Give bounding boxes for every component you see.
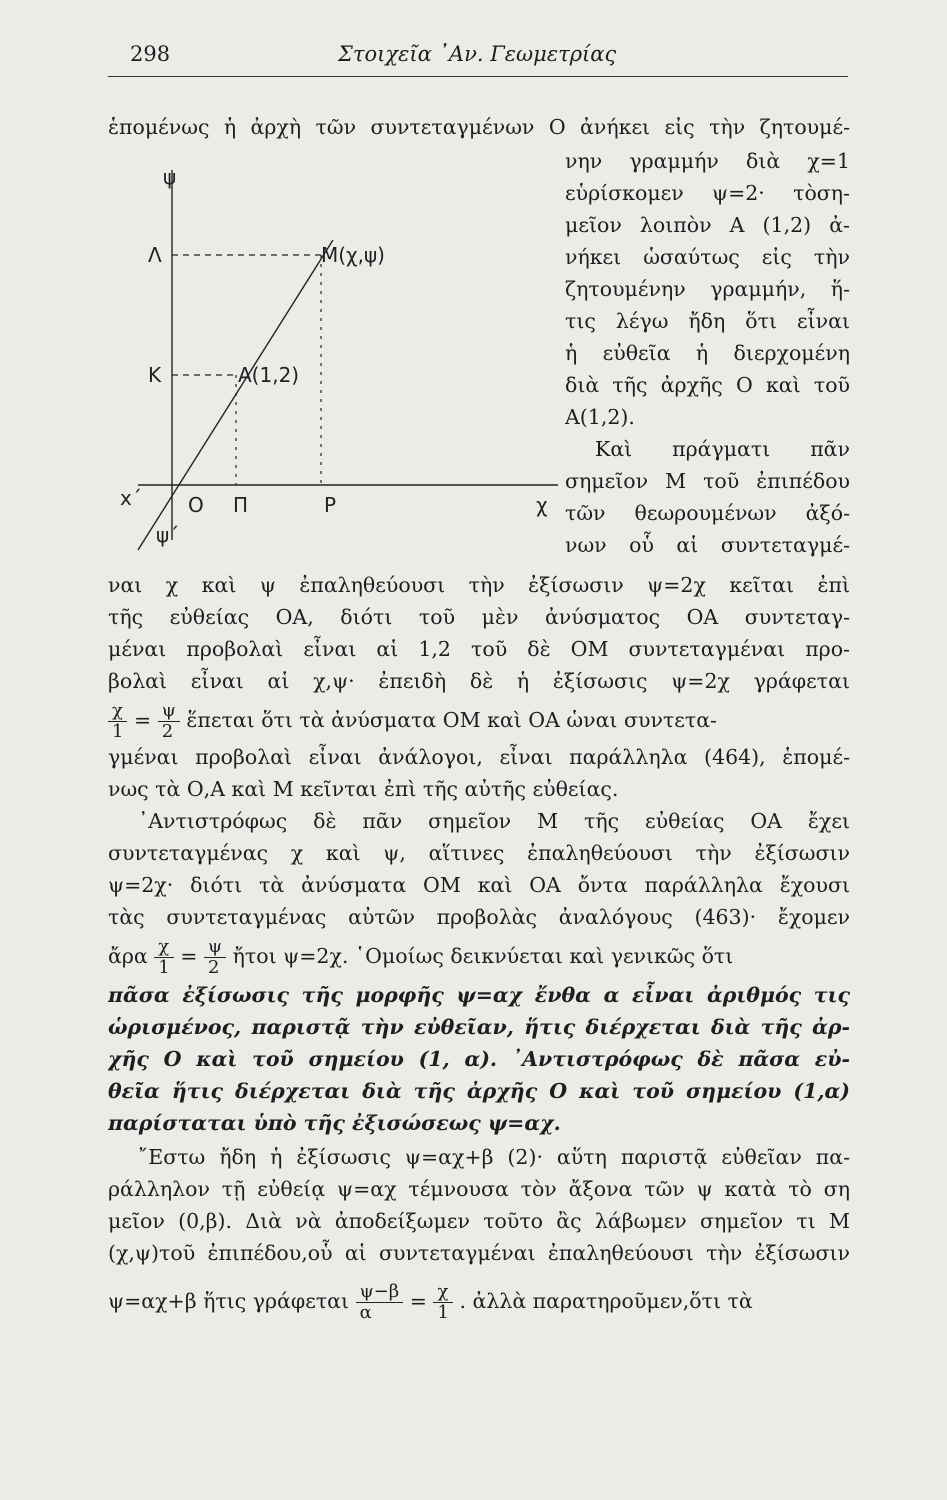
right-line: τῶν θεωρουμένων ἀξό- xyxy=(565,501,850,525)
right-line: ἡ εὐθεῖα ἡ διερχομένη xyxy=(565,341,850,365)
text-line: μεῖον (0,β). Διὰ νὰ ἀποδείξωμεν τοῦτο ἂς λάβωμεν σημεῖον τι Μ xyxy=(108,1209,850,1233)
text-line: γμέναι προβολαὶ εἶναι ἀνάλογοι, εἶναι παράλληλα (464), ἑπομέ- xyxy=(108,745,850,769)
theorem-line: χῆς Ο καὶ τοῦ σημείου (1, α). ᾿Αντιστρόφως δὲ πᾶσα εὐ- xyxy=(108,1047,850,1071)
right-line: σημεῖον Μ τοῦ ἐπιπέδου xyxy=(565,469,850,493)
text-line-1: ἑπομένως ἡ ἀρχὴ τῶν συντεταγμένων Ο ἀνήκει εἰς τὴν ζητουμέ- xyxy=(108,115,850,139)
right-line: ζητουμένην γραμμήν, ἥ- xyxy=(565,277,850,301)
text-line: νως τὰ Ο,Α καὶ Μ κεῖνται ἐπὶ τῆς αὐτῆς εὐθείας. xyxy=(108,777,619,801)
label-o: O xyxy=(188,493,204,517)
fraction-line-2-tail: ἤτοι ψ=2χ. ῾Ομοίως δεικνύεται καὶ γενικῶς ὅτι xyxy=(232,944,734,968)
right-line: Καὶ πράγματι πᾶν xyxy=(595,437,850,461)
text-line: τῆς εὐθείας ΟΑ, διότι τοῦ μὲν ἀνύσματος ΟΑ συντεταγ- xyxy=(108,605,850,629)
page-header xyxy=(108,36,848,77)
fraction-line-3-tail: . ἀλλὰ παρατηροῦμεν,ὅτι τὰ xyxy=(459,1289,753,1313)
right-line: νην γραμμήν διὰ χ=1 xyxy=(565,149,850,173)
text-line: ναι χ καὶ ψ ἐπαληθεύουσι τὴν ἐξίσωσιν ψ=2χ κεῖται ἐπὶ xyxy=(108,573,850,597)
text-line: (χ,ψ)τοῦ ἐπιπέδου,οὗ αἱ συντεταγμέναι ἐπαληθεύουσι τὴν ἐξίσωσιν xyxy=(108,1241,850,1265)
right-line: μεῖον λοιπὸν Α (1,2) ἀ- xyxy=(565,213,850,237)
text-line: ᾿Αντιστρόφως δὲ πᾶν σημεῖον Μ τῆς εὐθείας ΟΑ ἔχει xyxy=(138,809,850,833)
text-line: μέναι προβολαὶ εἶναι αἱ 1,2 τοῦ δὲ ΟΜ συντεταγμέναι προ- xyxy=(108,637,850,661)
text-line: ψ=2χ· διότι τὰ ἀνύσματα ΟΜ καὶ ΟΑ ὄντα παράλληλα ἔχουσι xyxy=(108,873,850,897)
label-a: A(1,2) xyxy=(238,363,300,387)
running-title: Στοιχεῖα ᾿Αν. Γεωμετρίας xyxy=(338,42,617,66)
label-x-right: χ xyxy=(536,493,548,517)
fraction-chi-over-1: $\frac{\chi}{1}$ xyxy=(433,1282,452,1323)
right-line: εὑρίσκομεν ψ=2· τὸση- xyxy=(565,181,850,205)
fraction-psi-minus-beta-over-alpha: $\frac{\psi-\beta}{\alpha}$ xyxy=(356,1282,404,1323)
theorem-line: παρίσταται ὑπὸ τῆς ἐξισώσεως ψ=αχ. xyxy=(108,1111,561,1135)
label-k: K xyxy=(148,363,162,387)
text-line: βολαὶ εἶναι αἱ χ,ψ· ἐπειδὴ δὲ ἡ ἐξίσωσις ψ=2χ γράφεται xyxy=(108,669,850,693)
fraction-chi-over-1: $\frac{\chi}{1}$ xyxy=(108,701,127,742)
text-line: ῎Εστω ἤδη ἡ ἐξίσωσις ψ=αχ+β (2)· αὕτη παριστᾷ εὐθεῖαν πα- xyxy=(138,1145,850,1169)
right-line: νων οὗ αἱ συντεταγμέ- xyxy=(565,533,850,557)
fraction-chi-over-1: $\frac{\chi}{1}$ xyxy=(154,937,173,978)
label-psi-bottom: ψ΄ xyxy=(156,523,180,547)
theorem-line: ὡρισμένος, παριστᾷ τὴν εὐθεῖαν, ἥτις διέρχεται διὰ τῆς ἀρ- xyxy=(108,1015,850,1039)
right-line: νήκει ὡσαύτως εἰς τὴν xyxy=(565,245,850,269)
fraction-line-3: ψ=αχ+β ἥτις γράφεται $\frac{\psi-\beta}{\alpha}$ = $\frac{\chi}{1}$ . ἀλλὰ παρατηροῦμεν,ὅτι τὰ xyxy=(108,1281,753,1323)
text-line: τὰς συντεταγμένας αὐτῶν προβολὰς ἀναλόγους (463)· ἔχομεν xyxy=(108,905,850,929)
fraction-line-2: ἄρα $\frac{\chi}{1}$ = $\frac{\psi}{2}$ ἤτοι ψ=2χ. ῾Ομοίως δεικνύεται καὶ γενικῶς ὅτι xyxy=(108,936,734,978)
theorem-line: πᾶσα ἐξίσωσις τῆς μορφῆς ψ=αχ ἔνθα α εἶναι ἀριθμός τις xyxy=(108,983,850,1007)
theorem-line: θεῖα ἥτις διέρχεται διὰ τῆς ἀρχῆς Ο καὶ τοῦ σημείου (1,α) xyxy=(108,1079,850,1103)
coordinate-figure xyxy=(108,160,563,580)
text-line: ράλληλον τῇ εὐθείᾳ ψ=αχ τέμνουσα τὸν ἄξονα τῶν ψ κατὰ τὸ ση xyxy=(108,1177,850,1201)
fraction-line-1: $\frac{\chi}{1}$ = $\frac{\psi}{2}$ ἕπεται ὅτι τὰ ἀνύσματα ΟΜ καὶ ΟΑ ὡναι συντετα- xyxy=(108,698,850,742)
right-line: Α(1,2). xyxy=(565,405,635,429)
label-psi-top: ψ xyxy=(163,165,177,189)
label-lambda: Λ xyxy=(148,243,162,267)
label-m: M(χ,ψ) xyxy=(321,243,385,267)
fraction-line-1-tail: ἕπεται ὅτι τὰ ἀνύσματα ΟΜ καὶ ΟΑ ὡναι συντετα- xyxy=(186,708,717,732)
fraction-psi-over-2: $\frac{\psi}{2}$ xyxy=(204,937,226,978)
page-number: 298 xyxy=(130,42,171,66)
right-line: διὰ τῆς ἀρχῆς Ο καὶ τοῦ xyxy=(565,373,850,397)
label-x-left: x΄ xyxy=(120,486,142,510)
label-pi: Π xyxy=(233,493,249,517)
label-p: P xyxy=(324,493,337,517)
text-line: συντεταγμένας χ καὶ ψ, αἵτινες ἐπαληθεύουσι τὴν ἐξίσωσιν xyxy=(108,841,850,865)
right-line: τις λέγω ἤδη ὅτι εἶναι xyxy=(565,309,850,333)
fraction-psi-over-2: $\frac{\psi}{2}$ xyxy=(158,701,180,742)
